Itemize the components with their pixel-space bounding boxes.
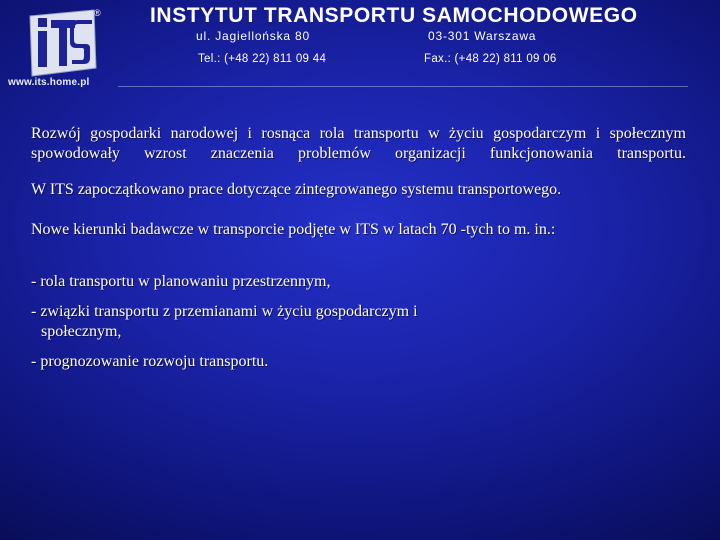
list-item-text: - prognozowanie rozwoju transportu. bbox=[31, 353, 269, 370]
list-item bbox=[31, 302, 686, 342]
institute-name: INSTYTUT TRANSPORTU SAMOCHODOWEGO bbox=[150, 4, 638, 27]
list-item-continuation: społecznym, bbox=[41, 323, 122, 340]
paragraph-development: Rozwój gospodarki narodowej i rosnąca rola transportu w życiu gospodarczym i społecznym spowodowały wzrost znaczenia problemów organizacji funkcjonowania transportu. bbox=[31, 125, 686, 162]
slide-content bbox=[31, 124, 686, 382]
website-link[interactable]: www.its.home.pl bbox=[8, 77, 90, 88]
list-item-text: - rola transportu w planowaniu przestrzennym, bbox=[31, 273, 331, 290]
phone-number: Tel.: (+48 22) 811 09 44 bbox=[198, 53, 327, 65]
header bbox=[0, 0, 720, 96]
paragraph-integrated-system: W ITS zapoczątkowano prace dotyczące zintegrowanego systemu transportowego. bbox=[31, 181, 562, 198]
address-street: ul. Jagiellońska 80 bbox=[196, 29, 310, 43]
research-list bbox=[31, 272, 686, 372]
list-item-text: - związki transportu z przemianami w życiu gospodarczym i bbox=[31, 303, 418, 320]
registered-mark: ® bbox=[94, 8, 101, 18]
fax-number: Fax.: (+48 22) 811 09 06 bbox=[424, 53, 557, 65]
address-city: 03-301 Warszawa bbox=[428, 29, 537, 43]
header-divider bbox=[118, 86, 688, 87]
list-item bbox=[31, 272, 686, 292]
paragraph-research-directions: Nowe kierunki badawcze w transporcie podjęte w ITS w latach 70 -tych to m. in.: bbox=[31, 221, 556, 238]
list-item bbox=[31, 352, 686, 372]
